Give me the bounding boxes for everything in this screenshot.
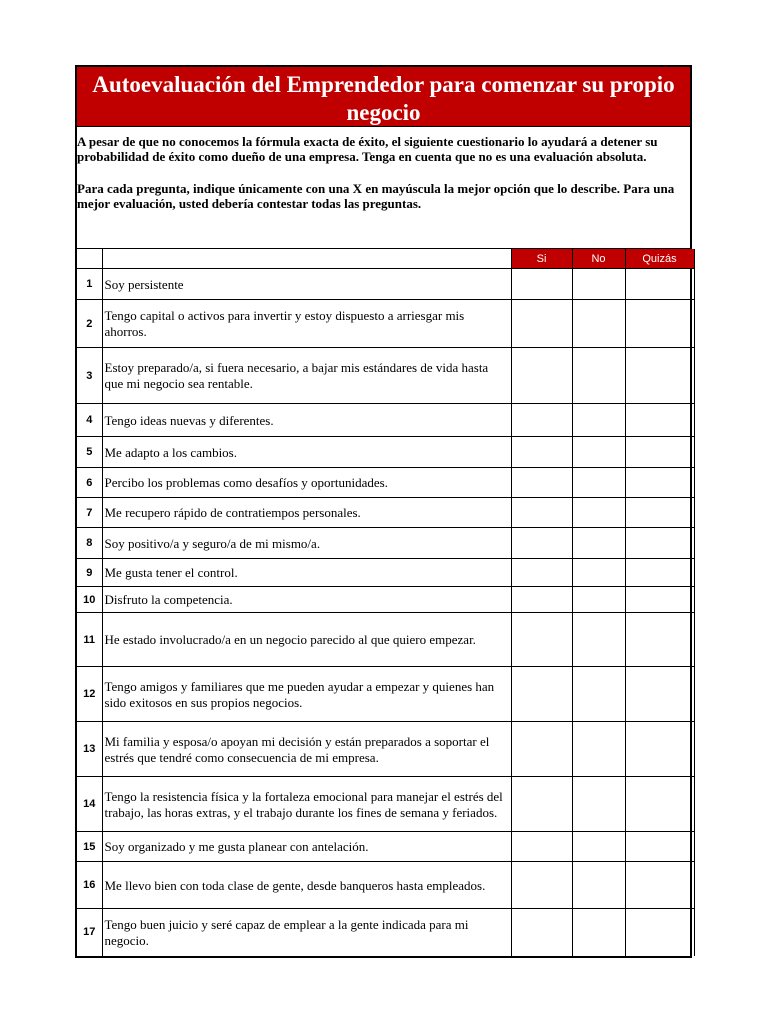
answer-cell-quizas[interactable] — [625, 667, 694, 722]
question-text: Tengo capital o activos para invertir y estoy dispuesto a arriesgar mis ahorros. — [102, 300, 511, 348]
table-row — [77, 269, 694, 300]
answer-cell-quizas[interactable] — [625, 722, 694, 777]
question-text: Tengo la resistencia física y la fortaleza emocional para manejar el estrés del trabajo, las horas extras, y el trabajo durante los fines de semana y feriados. — [102, 777, 511, 832]
answer-cell-quizas[interactable] — [625, 404, 694, 437]
question-text: Percibo los problemas como desafíos y oportunidades. — [102, 468, 511, 498]
answer-cell-si[interactable] — [511, 348, 572, 404]
table-row — [77, 559, 694, 587]
answer-cell-no[interactable] — [572, 667, 625, 722]
answer-cell-no[interactable] — [572, 587, 625, 613]
answer-cell-quizas[interactable] — [625, 437, 694, 468]
answer-cell-no[interactable] — [572, 404, 625, 437]
question-number: 14 — [77, 777, 102, 832]
question-number: 10 — [77, 587, 102, 613]
question-text: Soy persistente — [102, 269, 511, 300]
question-text: Soy organizado y me gusta planear con antelación. — [102, 832, 511, 862]
answer-cell-si[interactable] — [511, 269, 572, 300]
answer-cell-si[interactable] — [511, 498, 572, 528]
table-row — [77, 909, 694, 956]
answer-cell-quizas[interactable] — [625, 528, 694, 559]
column-header-no: No — [572, 249, 625, 269]
instructions-paragraph: Para cada pregunta, indique únicamente con una X en mayúscula la mejor opción que lo describe. Para una mejor evaluación, usted debería contestar todas las preguntas. — [77, 181, 675, 211]
answer-cell-si[interactable] — [511, 862, 572, 909]
table-row — [77, 300, 694, 348]
answer-cell-no[interactable] — [572, 498, 625, 528]
answer-cell-no[interactable] — [572, 722, 625, 777]
question-text: Me llevo bien con toda clase de gente, desde banqueros hasta empleados. — [102, 862, 511, 909]
page-title: Autoevaluación del Emprendedor para comenzar su propio negocio — [77, 67, 690, 127]
question-number: 12 — [77, 667, 102, 722]
question-text: Me gusta tener el control. — [102, 559, 511, 587]
table-row — [77, 528, 694, 559]
answer-cell-quizas[interactable] — [625, 348, 694, 404]
question-number: 7 — [77, 498, 102, 528]
table-row — [77, 832, 694, 862]
table-header-row — [77, 249, 694, 269]
column-header-si: Si — [511, 249, 572, 269]
answer-cell-si[interactable] — [511, 437, 572, 468]
question-text: Tengo ideas nuevas y diferentes. — [102, 404, 511, 437]
question-number: 13 — [77, 722, 102, 777]
answer-cell-si[interactable] — [511, 528, 572, 559]
answer-cell-no[interactable] — [572, 832, 625, 862]
question-text: Me recupero rápido de contratiempos personales. — [102, 498, 511, 528]
question-number: 11 — [77, 613, 102, 667]
answer-cell-quizas[interactable] — [625, 862, 694, 909]
question-text: He estado involucrado/a en un negocio parecido al que quiero empezar. — [102, 613, 511, 667]
questionnaire-sheet — [75, 65, 692, 958]
answer-cell-si[interactable] — [511, 587, 572, 613]
answer-cell-si[interactable] — [511, 559, 572, 587]
table-row — [77, 498, 694, 528]
header-blank-question — [102, 249, 511, 269]
answer-cell-quizas[interactable] — [625, 559, 694, 587]
question-number: 4 — [77, 404, 102, 437]
answer-cell-quizas[interactable] — [625, 498, 694, 528]
answer-cell-no[interactable] — [572, 528, 625, 559]
answer-cell-no[interactable] — [572, 437, 625, 468]
answer-cell-no[interactable] — [572, 269, 625, 300]
answer-cell-si[interactable] — [511, 722, 572, 777]
table-row — [77, 667, 694, 722]
answer-cell-quizas[interactable] — [625, 300, 694, 348]
table-row — [77, 722, 694, 777]
column-header-quizas: Quizás — [625, 249, 694, 269]
table-row — [77, 862, 694, 909]
table-row — [77, 348, 694, 404]
table-row — [77, 437, 694, 468]
answer-cell-no[interactable] — [572, 348, 625, 404]
answer-cell-no[interactable] — [572, 777, 625, 832]
answer-cell-quizas[interactable] — [625, 832, 694, 862]
question-text: Tengo amigos y familiares que me pueden ayudar a empezar y quienes han sido exitosos en sus propios negocios. — [102, 667, 511, 722]
answer-cell-si[interactable] — [511, 468, 572, 498]
question-text: Tengo buen juicio y seré capaz de emplear a la gente indicada para mi negocio. — [102, 909, 511, 956]
table-row — [77, 777, 694, 832]
answer-cell-si[interactable] — [511, 667, 572, 722]
answer-cell-quizas[interactable] — [625, 613, 694, 667]
question-number: 2 — [77, 300, 102, 348]
question-text: Mi familia y esposa/o apoyan mi decisión y están preparados a soportar el estrés que tendré como consecuencia de mi empresa. — [102, 722, 511, 777]
answer-cell-no[interactable] — [572, 468, 625, 498]
question-text: Estoy preparado/a, si fuera necesario, a bajar mis estándares de vida hasta que mi negocio sea rentable. — [102, 348, 511, 404]
question-number: 17 — [77, 909, 102, 956]
table-row — [77, 587, 694, 613]
question-number: 1 — [77, 269, 102, 300]
header-blank-number — [77, 249, 102, 269]
answer-cell-quizas[interactable] — [625, 269, 694, 300]
question-number: 6 — [77, 468, 102, 498]
table-row — [77, 468, 694, 498]
question-number: 3 — [77, 348, 102, 404]
intro-paragraph: A pesar de que no conocemos la fórmula exacta de éxito, el siguiente cuestionario lo ayudará a detener su probabilidad de éxito como dueño de una empresa. Tenga en cuenta que no es una evaluación absoluta. — [77, 134, 658, 164]
answer-cell-si[interactable] — [511, 613, 572, 667]
answer-cell-quizas[interactable] — [625, 909, 694, 956]
instructions — [77, 127, 690, 249]
questions-body — [77, 269, 694, 956]
answer-cell-no[interactable] — [572, 613, 625, 667]
question-text: Soy positivo/a y seguro/a de mi mismo/a. — [102, 528, 511, 559]
answer-cell-si[interactable] — [511, 300, 572, 348]
question-number: 8 — [77, 528, 102, 559]
questions-table — [77, 249, 695, 956]
answer-cell-no[interactable] — [572, 300, 625, 348]
answer-cell-no[interactable] — [572, 862, 625, 909]
question-number: 15 — [77, 832, 102, 862]
answer-cell-si[interactable] — [511, 832, 572, 862]
question-number: 5 — [77, 437, 102, 468]
answer-cell-si[interactable] — [511, 777, 572, 832]
question-number: 16 — [77, 862, 102, 909]
question-text: Disfruto la competencia. — [102, 587, 511, 613]
answer-cell-quizas[interactable] — [625, 468, 694, 498]
table-row — [77, 613, 694, 667]
answer-cell-no[interactable] — [572, 559, 625, 587]
answer-cell-quizas[interactable] — [625, 587, 694, 613]
answer-cell-no[interactable] — [572, 909, 625, 956]
answer-cell-quizas[interactable] — [625, 777, 694, 832]
answer-cell-si[interactable] — [511, 404, 572, 437]
table-row — [77, 404, 694, 437]
question-text: Me adapto a los cambios. — [102, 437, 511, 468]
question-number: 9 — [77, 559, 102, 587]
answer-cell-si[interactable] — [511, 909, 572, 956]
